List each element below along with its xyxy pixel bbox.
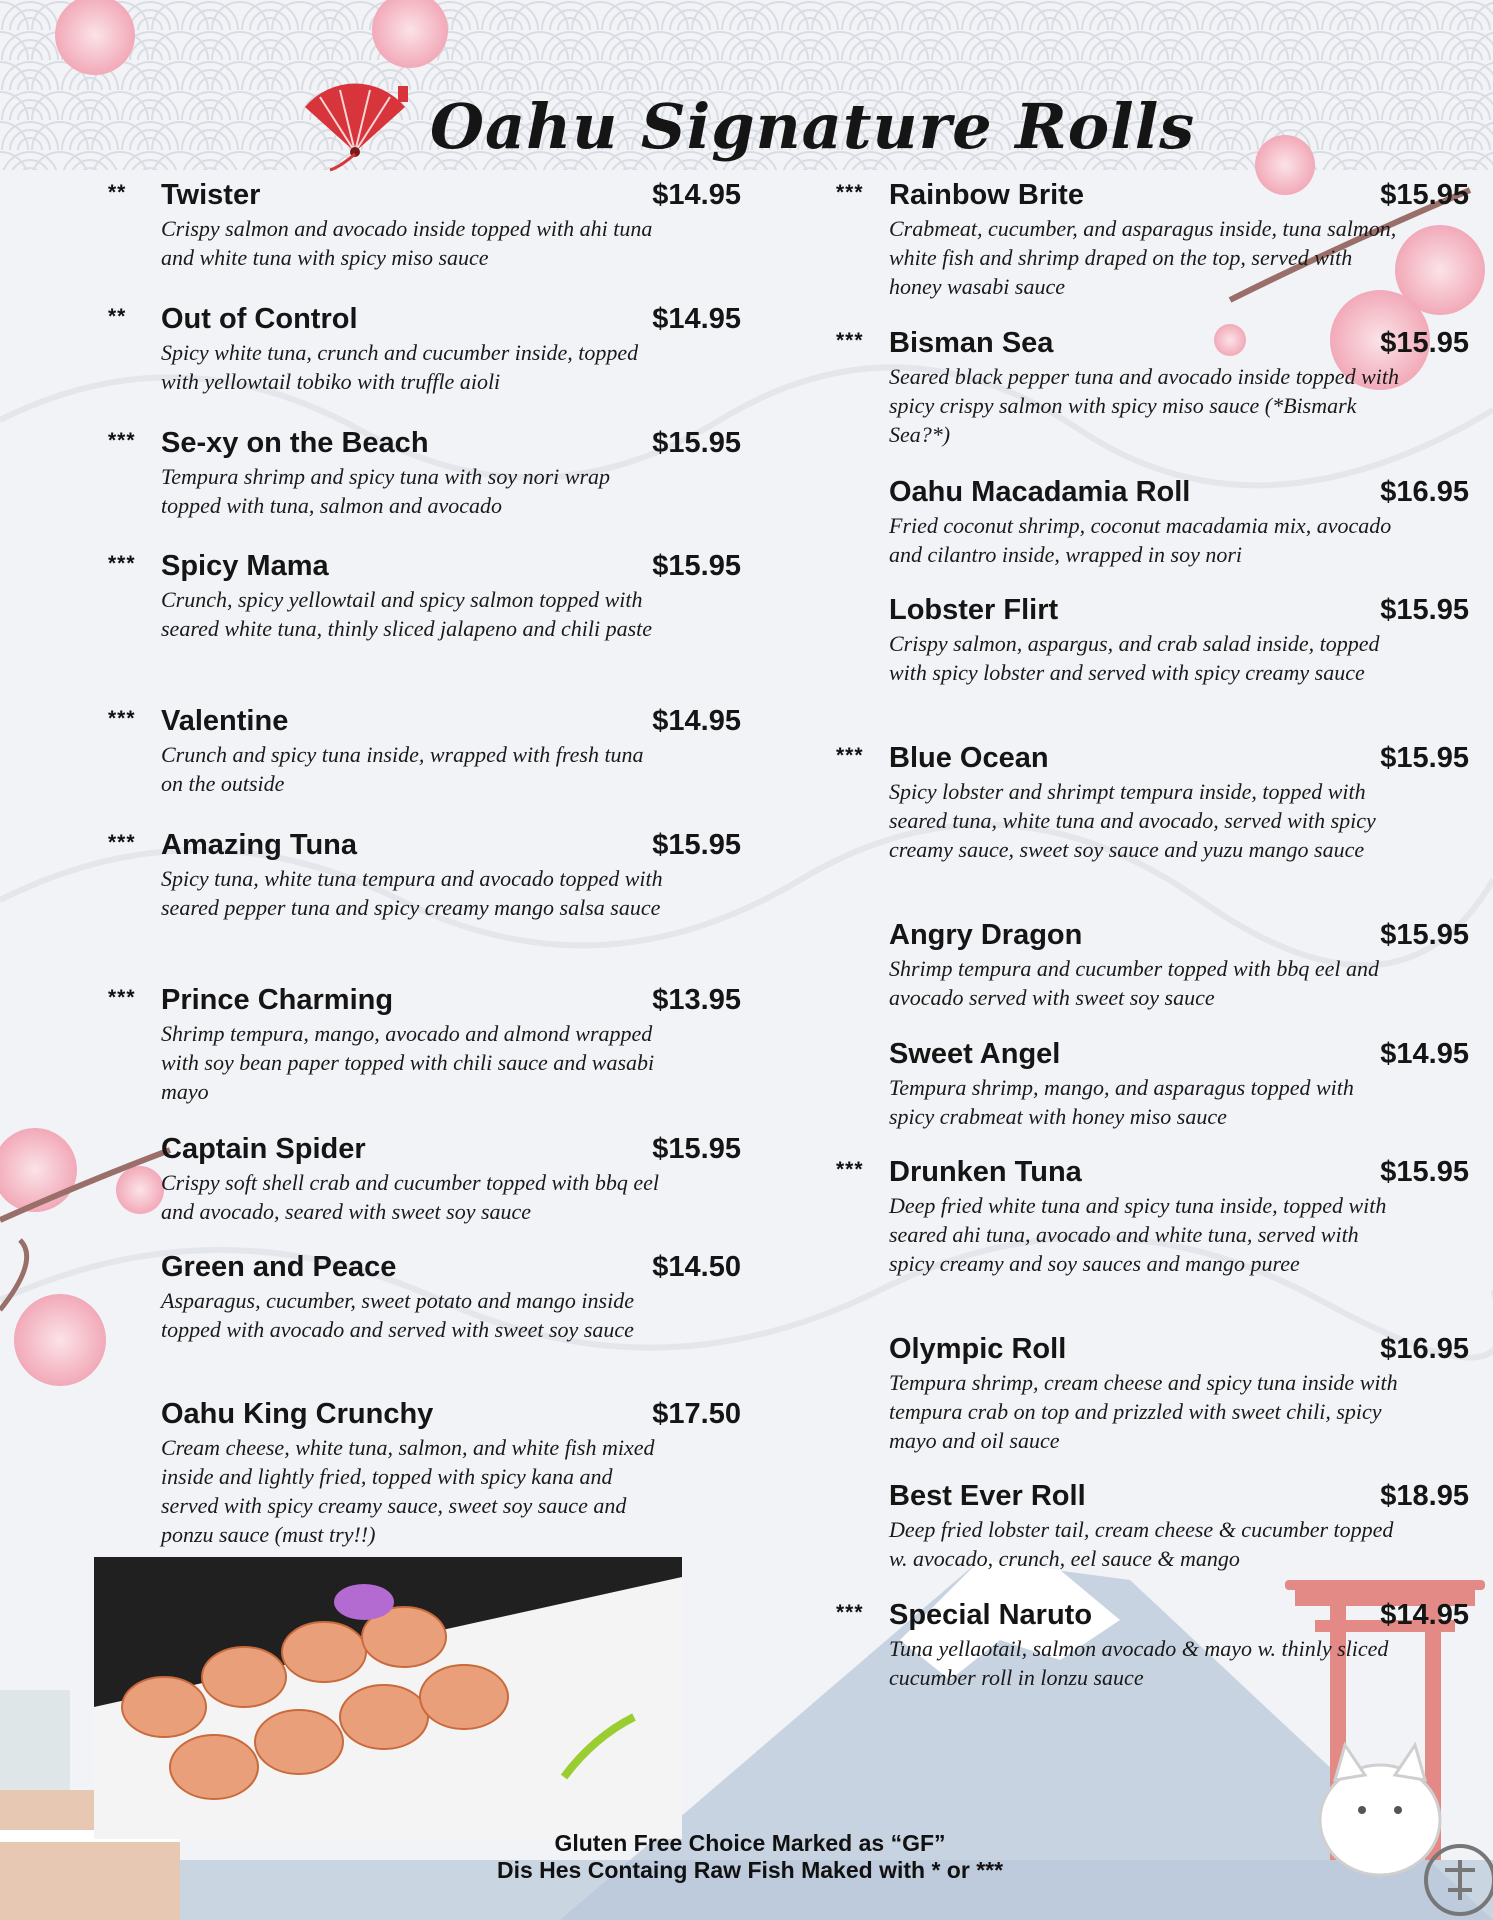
item-price: $15.95 (652, 550, 741, 582)
menu-item (836, 475, 1469, 569)
item-price: $15.95 (1380, 327, 1469, 359)
item-description: Tuna yellaotail, salmon avocado & mayo w. thinly sliced cucumber roll in lonzu sauce (889, 1636, 1389, 1690)
item-description: Crunch, spicy yellowtail and spicy salmon topped with seared white tuna, thinly sliced jalapeno and chili paste (161, 587, 653, 641)
raw-fish-marker: *** (108, 707, 136, 730)
menu-item (108, 704, 741, 798)
item-name: Oahu Macadamia Roll (889, 476, 1191, 508)
item-name: Rainbow Brite (889, 179, 1084, 211)
raw-fish-marker: *** (108, 986, 136, 1009)
menu-item (108, 1397, 741, 1549)
item-price: $14.95 (652, 303, 741, 335)
raw-fish-marker: *** (836, 181, 864, 204)
fan-icon (300, 82, 410, 172)
item-description: Tempura shrimp, mango, and asparagus topped with spicy crabmeat with honey miso sauce (889, 1075, 1354, 1129)
item-price: $15.95 (1380, 179, 1469, 211)
item-name: Captain Spider (161, 1133, 366, 1165)
raw-fish-marker: *** (108, 429, 136, 452)
item-description: Fried coconut shrimp, coconut macadamia mix, avocado and cilantro inside, wrapped in soy nori (889, 513, 1392, 567)
menu-item (836, 1332, 1469, 1455)
item-price: $18.95 (1380, 1480, 1469, 1512)
item-description: Crispy salmon, aspargus, and crab salad inside, topped with spicy lobster and served with spicy creamy sauce (889, 631, 1380, 685)
item-description: Shrimp tempura and cucumber topped with bbq eel and avocado served with sweet soy sauce (889, 956, 1380, 1010)
raw-fish-marker: *** (836, 744, 864, 767)
raw-fish-marker: *** (108, 552, 136, 575)
item-price: $15.95 (652, 1133, 741, 1165)
item-price: $16.95 (1380, 1333, 1469, 1365)
menu-item (836, 593, 1469, 687)
raw-fish-marker: *** (836, 1158, 864, 1181)
menu-item (836, 326, 1469, 449)
item-price: $15.95 (652, 427, 741, 459)
item-price: $14.95 (652, 179, 741, 211)
item-name: Blue Ocean (889, 742, 1049, 774)
item-name: Out of Control (161, 303, 358, 335)
item-name: Oahu King Crunchy (161, 1398, 434, 1430)
menu-item (108, 302, 741, 396)
item-description: Crispy salmon and avocado inside topped with ahi tuna and white tuna with spicy miso sauce (161, 216, 653, 270)
item-description: Crispy soft shell crab and cucumber topped with bbq eel and avocado, seared with sweet soy sauce (161, 1170, 659, 1224)
header (300, 82, 1196, 172)
page-title: Oahu Signature Rolls (430, 90, 1196, 163)
raw-fish-marker: ** (108, 305, 127, 328)
item-price: $15.95 (1380, 1156, 1469, 1188)
item-name: Drunken Tuna (889, 1156, 1082, 1188)
item-price: $14.95 (652, 705, 741, 737)
item-price: $14.95 (1380, 1038, 1469, 1070)
item-name: Sweet Angel (889, 1038, 1061, 1070)
menu-item (108, 178, 741, 272)
item-price: $15.95 (1380, 919, 1469, 951)
item-description: Tempura shrimp, cream cheese and spicy tuna inside with tempura crab on top and prizzled with sweet chili, spicy mayo and oil sauce (889, 1370, 1398, 1453)
item-name: Olympic Roll (889, 1333, 1067, 1365)
raw-fish-note: Dis Hes Containg Raw Fish Maked with * or *** (496, 1857, 1004, 1883)
item-description: Spicy lobster and shrimpt tempura inside, topped with seared tuna, white tuna and avocado, served with spicy creamy sauce, sweet soy sauce and yuzu mango sauce (889, 779, 1376, 862)
stamp-icon (1420, 1840, 1493, 1920)
item-description: Asparagus, cucumber, sweet potato and mango inside topped with avocado and served with sweet soy sauce (161, 1288, 634, 1342)
menu-item (108, 426, 741, 520)
item-price: $15.95 (1380, 742, 1469, 774)
item-name: Twister (161, 179, 261, 211)
item-price: $15.95 (652, 829, 741, 861)
item-name: Spicy Mama (161, 550, 329, 582)
item-price: $14.95 (1380, 1599, 1469, 1631)
item-name: Amazing Tuna (161, 829, 358, 861)
menu-item (108, 983, 741, 1106)
item-description: Crunch and spicy tuna inside, wrapped with fresh tuna on the outside (161, 742, 644, 796)
item-name: Bisman Sea (889, 327, 1054, 359)
item-description: Deep fried white tuna and spicy tuna inside, topped with seared ahi tuna, avocado and white tuna, served with spicy creamy and soy sauces and mango puree (889, 1193, 1387, 1276)
item-name: Lobster Flirt (889, 594, 1059, 626)
item-description: Tempura shrimp and spicy tuna with soy nori wrap topped with tuna, salmon and avocado (161, 464, 611, 518)
menu-item (836, 1037, 1469, 1131)
menu-item (836, 1155, 1469, 1278)
raw-fish-marker: *** (108, 831, 136, 854)
item-price: $13.95 (652, 984, 741, 1016)
menu-item (836, 1479, 1469, 1573)
item-price: $15.95 (1380, 594, 1469, 626)
menu-item (836, 178, 1469, 301)
item-name: Special Naruto (889, 1599, 1093, 1631)
menu-item (108, 828, 741, 922)
menu-item (108, 549, 741, 643)
item-description: Cream cheese, white tuna, salmon, and white fish mixed inside and lightly fried, topped with spicy kana and served with spicy creamy sauce, sweet soy sauce and ponzu sauce (must try!!) (161, 1435, 655, 1547)
item-description: Spicy tuna, white tuna tempura and avocado topped with seared pepper tuna and spicy creamy mango salsa sauce (161, 866, 663, 920)
item-description: Shrimp tempura, mango, avocado and almond wrapped with soy bean paper topped with chili sauce and wasabi mayo (161, 1021, 655, 1104)
menu-item (836, 918, 1469, 1012)
footer-notes (300, 1830, 1200, 1884)
menu-item (108, 1250, 741, 1344)
item-name: Valentine (161, 705, 289, 737)
gluten-free-note: Gluten Free Choice Marked as “GF” (554, 1830, 946, 1856)
menu-item (108, 1132, 741, 1226)
menu-item (836, 1598, 1469, 1692)
item-price: $17.50 (652, 1398, 741, 1430)
item-description: Seared black pepper tuna and avocado inside topped with spicy crispy salmon with spicy miso sauce (*Bismark Sea?*) (889, 364, 1399, 447)
item-name: Prince Charming (161, 984, 394, 1016)
item-description: Spicy white tuna, crunch and cucumber inside, topped with yellowtail tobiko with truffle aioli (161, 340, 639, 394)
item-description: Deep fried lobster tail, cream cheese & cucumber topped w. avocado, crunch, eel sauce & mango (889, 1517, 1394, 1571)
item-name: Best Ever Roll (889, 1480, 1086, 1512)
menu-item (836, 741, 1469, 864)
raw-fish-marker: *** (836, 329, 864, 352)
raw-fish-marker: *** (836, 1601, 864, 1624)
item-name: Angry Dragon (889, 919, 1083, 951)
raw-fish-marker: ** (108, 181, 127, 204)
item-name: Se-xy on the Beach (161, 427, 429, 459)
item-price: $14.50 (652, 1251, 741, 1283)
item-name: Green and Peace (161, 1251, 397, 1283)
item-price: $16.95 (1380, 476, 1469, 508)
sushi-photo (94, 1557, 682, 1839)
item-description: Crabmeat, cucumber, and asparagus inside, tuna salmon, white fish and shrimp draped on the top, served with honey wasabi sauce (889, 216, 1397, 299)
